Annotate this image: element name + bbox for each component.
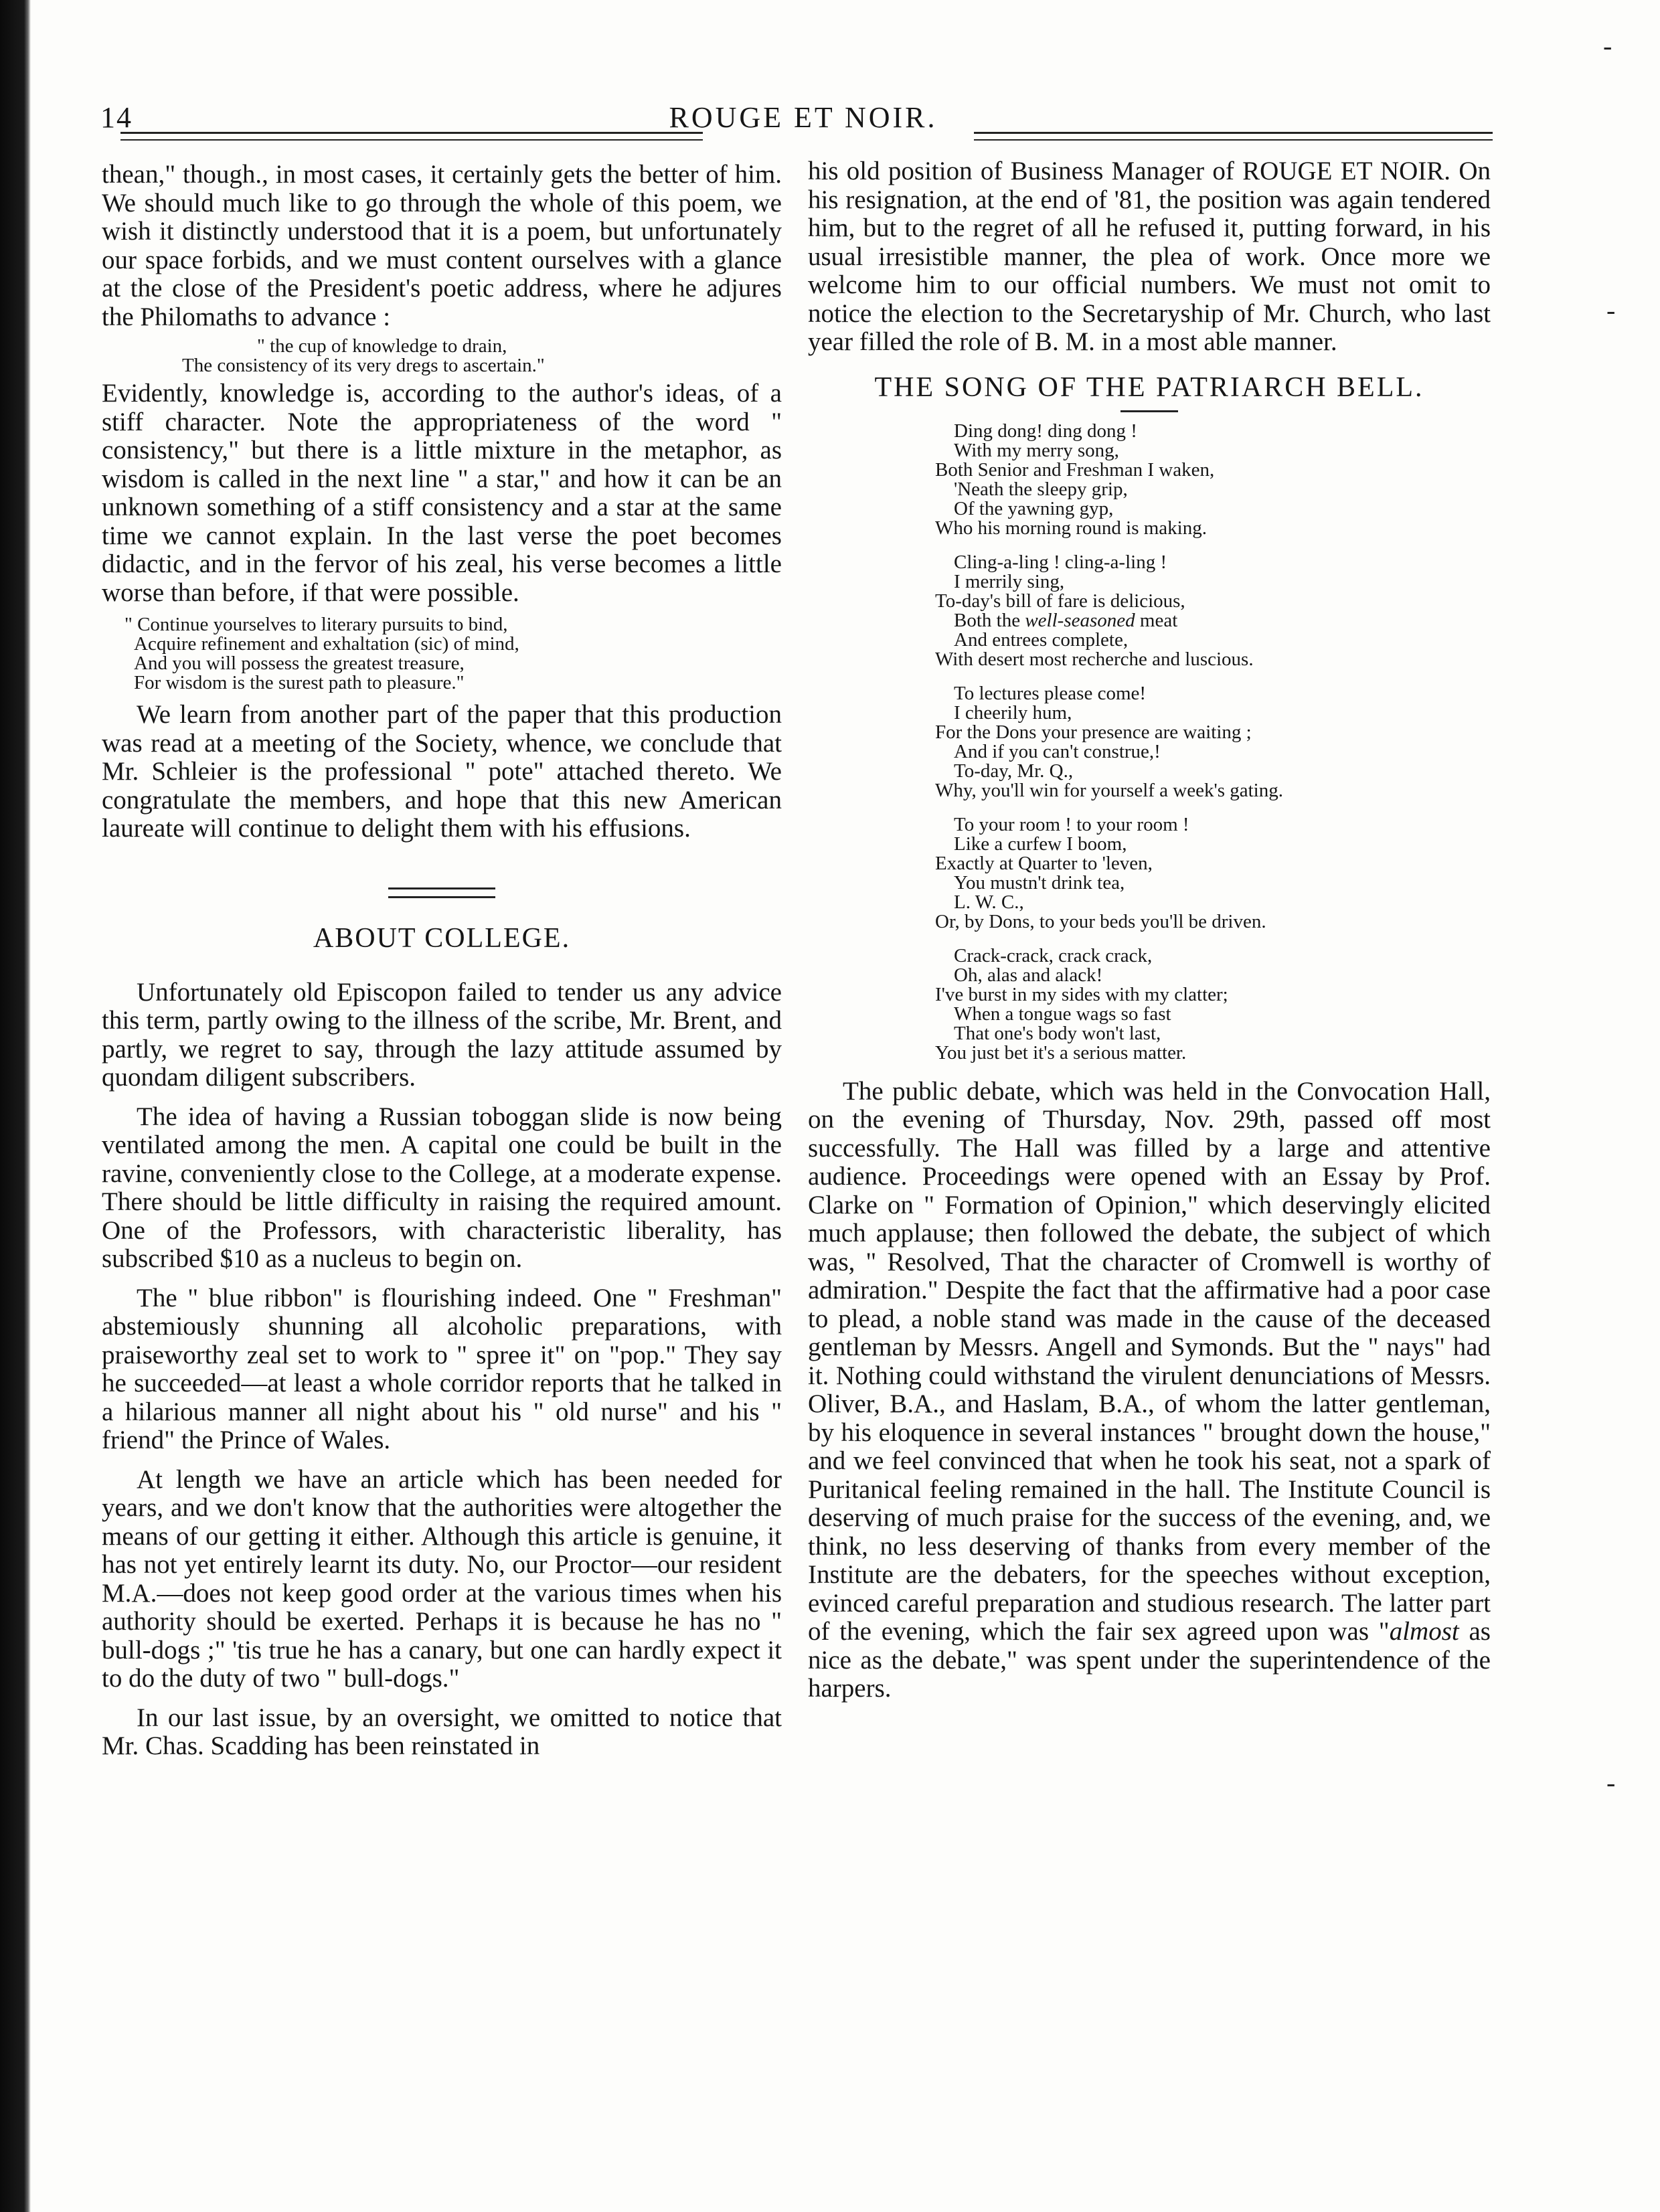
paragraph-text: The public debate, which was held in the Convocation Hall, on the evening of Thursday, Nov. 29th, passed off most successfully. The Hall was filled by a large and attentive audience. Proceedings were opened with an Essay by Prof. Clarke on " Formation of Opinion," which deservingly elicited much applause; then followed the debate, the subject of which was, " Resolved, That the character of Cromwell is worthy of admiration." Despite the fact that the affirmative had a poor case to plead, a noble stand was made in the cause of the deceased gentleman by Messrs. Angell and Symonds. But the " nays" had it. Nothing could withstand the virulent denunciations of Messrs. Oliver, B.A., and Haslam, B.A., of whom the latter gentleman, by his eloquence in several instances " brought down the house," and we feel convinced that when he took his seat, not a spark of Puritanical feeling remained in the hall. The Institute Council is deserving of much praise for the success of the evening, and, we think, no less deserving of thanks from every member of the Institute are the debaters, for the speeches without exception, evinced careful preparation and studious research. The latter part of the evening, which the fair sex agreed upon was " <box>808 1076 1491 1646</box>
verse-line: And entrees complete, <box>954 628 1129 651</box>
verse-line: Why, you'll win for yourself a week's gating. <box>935 779 1283 801</box>
verse-line: Acquire refinement and exhaltation (sic) of mind, <box>134 633 519 655</box>
poem-stanza <box>935 422 1491 538</box>
paragraph: The " blue ribbon" is flourishing indeed. One " Freshman" abstemiously shunning all alcoholic preparations, with praiseworthy zeal set to work to " spree it" on "pop." They say he succeeded—at least a whole corridor reports that he talked in a hilarious manner all night about his " old nurse" and his " friend" the Prince of Wales. <box>102 1283 782 1454</box>
verse-line: And you will possess the greatest treasure, <box>134 653 465 674</box>
verse-line: That one's body won't last, <box>954 1022 1161 1044</box>
poem-stanza <box>935 946 1491 1063</box>
margin-mark: - <box>1606 295 1616 325</box>
poem-stanza <box>935 815 1491 932</box>
verse-line: Who his morning round is making. <box>935 517 1207 539</box>
verse-line: Both Senior and Freshman I waken, <box>935 458 1215 481</box>
scan-binding-edge <box>0 0 31 2212</box>
verse-line: Ding dong! ding dong ! <box>954 420 1137 442</box>
verse-line: For the Dons your presence are waiting ; <box>935 721 1252 743</box>
right-column <box>808 157 1491 1703</box>
page-number: 14 <box>100 101 133 134</box>
verse-line: Exactly at Quarter to 'leven, <box>935 852 1153 874</box>
verse-line: I've burst in my sides with my clatter; <box>935 983 1228 1005</box>
poem-title: THE SONG OF THE PATRIARCH BELL. <box>874 371 1424 403</box>
left-column <box>102 161 782 1761</box>
verse-line: I merrily sing, <box>954 570 1065 592</box>
verse-text: meat <box>1135 609 1178 631</box>
verse-line: Oh, alas and alack! <box>954 964 1103 986</box>
paragraph <box>808 1078 1491 1703</box>
section-divider <box>388 887 495 898</box>
paragraph: We learn from another part of the paper that this production was read at a meeting of the Society, whence, we conclude that Mr. Schleier is the professional " pote" attached thereto. We congratulate the members, and hope that this new American laureate will continue to delight them with his effusions. <box>102 700 782 843</box>
paragraph: The idea of having a Russian toboggan slide is now being ventilated among the men. A capital one could be built in the ravine, conveniently close to the College, at a moderate expense. There should be little difficulty in raising the required amount. One of the Professors, with characteristic liberality, has subscribed $10 as a nucleus to begin on. <box>102 1102 782 1273</box>
verse-line: For wisdom is the surest path to pleasure." <box>134 672 465 693</box>
verse-line: To your room ! to your room ! <box>954 813 1189 835</box>
verse-line: To-day, Mr. Q., <box>954 760 1074 782</box>
verse-line: You mustn't drink tea, <box>954 871 1125 894</box>
verse-line: To lectures please come! <box>954 682 1147 704</box>
verse-line: Of the yawning gyp, <box>954 497 1114 519</box>
margin-mark: - <box>1606 1768 1616 1798</box>
header-rule-left <box>120 132 703 141</box>
verse-line: Or, by Dons, to your beds you'll be driven. <box>935 910 1266 932</box>
paragraph: In our last issue, by an oversight, we omitted to notice that Mr. Chas. Scadding has been reinstated in <box>102 1703 782 1760</box>
paragraph: Unfortunately old Episcopon failed to tender us any advice this term, partly owing to the illness of the scribe, Mr. Brent, and partly, we regret to say, through the lazy attitude assumed by quondam diligent subscribers. <box>102 977 782 1092</box>
paragraph: thean," though., in most cases, it certainly gets the better of him. We should much like to go through the whole of this poem, we wish it distinctly understood that it is a poem, but unfortunately our space forbids, and we must content ourselves with a glance at the close of the President's poetic address, where he adjures the Philomaths to advance : <box>102 160 782 331</box>
verse-line: " the cup of knowledge to drain, <box>257 335 507 357</box>
section-title: ABOUT COLLEGE. <box>313 922 571 954</box>
verse-line: When a tongue wags so fast <box>954 1003 1171 1025</box>
verse-line: Like a curfew I boom, <box>954 833 1127 855</box>
verse-line: You just bet it's a serious matter. <box>935 1041 1187 1064</box>
poem <box>808 422 1491 1063</box>
verse-quote <box>102 615 782 693</box>
paragraph-text: as nice as the debate," was spent under the superintendence of the harpers. <box>808 1617 1491 1703</box>
verse-line: Crack-crack, crack crack, <box>954 944 1153 966</box>
poem-stanza <box>935 553 1491 669</box>
paragraph-emphasis: almost <box>1389 1617 1459 1646</box>
verse-line: To-day's bill of fare is delicious, <box>935 590 1185 612</box>
paragraph: At length we have an article which has been needed for years, and we don't know that the authorities were altogether the means of our getting it either. Although this article is genuine, it has not yet entirely learnt its duty. No, our Proctor—our resident M.A.—does not keep good order at the various times when his authority should be exerted. Perhaps it is because he has no " bull-dogs ;" 'tis true he has a canary, but one can hardly expect it to do the duty of two " bull-dogs." <box>102 1464 782 1693</box>
verse-line: The consistency of its very dregs to ascertain." <box>182 355 545 376</box>
verse-quote <box>102 337 782 375</box>
header-rule-right <box>974 132 1493 141</box>
verse-emphasis: well-seasoned <box>1025 609 1135 631</box>
poem-stanza <box>935 684 1491 800</box>
verse-text: Both the <box>954 609 1025 631</box>
verse-line: 'Neath the sleepy grip, <box>954 478 1128 500</box>
verse-line: With desert most recherche and luscious. <box>935 648 1254 670</box>
verse-line: " Continue yourselves to literary pursuits to bind, <box>124 614 508 635</box>
verse-line: With my merry song, <box>954 439 1119 461</box>
verse-line: L. W. C., <box>954 891 1024 913</box>
verse-line: And if you can't construe,! <box>954 740 1161 762</box>
running-head <box>100 100 1506 154</box>
verse-line: Cling-a-ling ! cling-a-ling ! <box>954 551 1167 573</box>
verse-line: I cheerily hum, <box>954 701 1072 724</box>
title-rule <box>1120 410 1178 412</box>
journal-title: ROUGE ET NOIR. <box>669 101 938 134</box>
paragraph: his old position of Business Manager of ROUGE ET NOIR. On his resignation, at the end of '81, the position was again tendered him, but to the regret of all he refused it, putting forward, in his usual irresistible manner, the plea of work. Once more we welcome him to our official numbers. We must not omit to notice the election to the Secretaryship of Mr. Church, who last year filled the role of B. M. in a most able manner. <box>808 157 1491 356</box>
margin-mark: - <box>1603 31 1612 61</box>
paragraph: Evidently, knowledge is, according to the author's ideas, of a stiff character. Note the appropriateness of the word " consistency," but there is a little mixture in the metaphor, as wisdom is called in the next line " a star," and how it can be an unknown something of a stiff consistency and a star at the same time we cannot explain. In the last verse the poet becomes didactic, and in the fervor of his zeal, his verse becomes a little worse than before, if that were possible. <box>102 379 782 607</box>
verse-line <box>935 611 1491 630</box>
